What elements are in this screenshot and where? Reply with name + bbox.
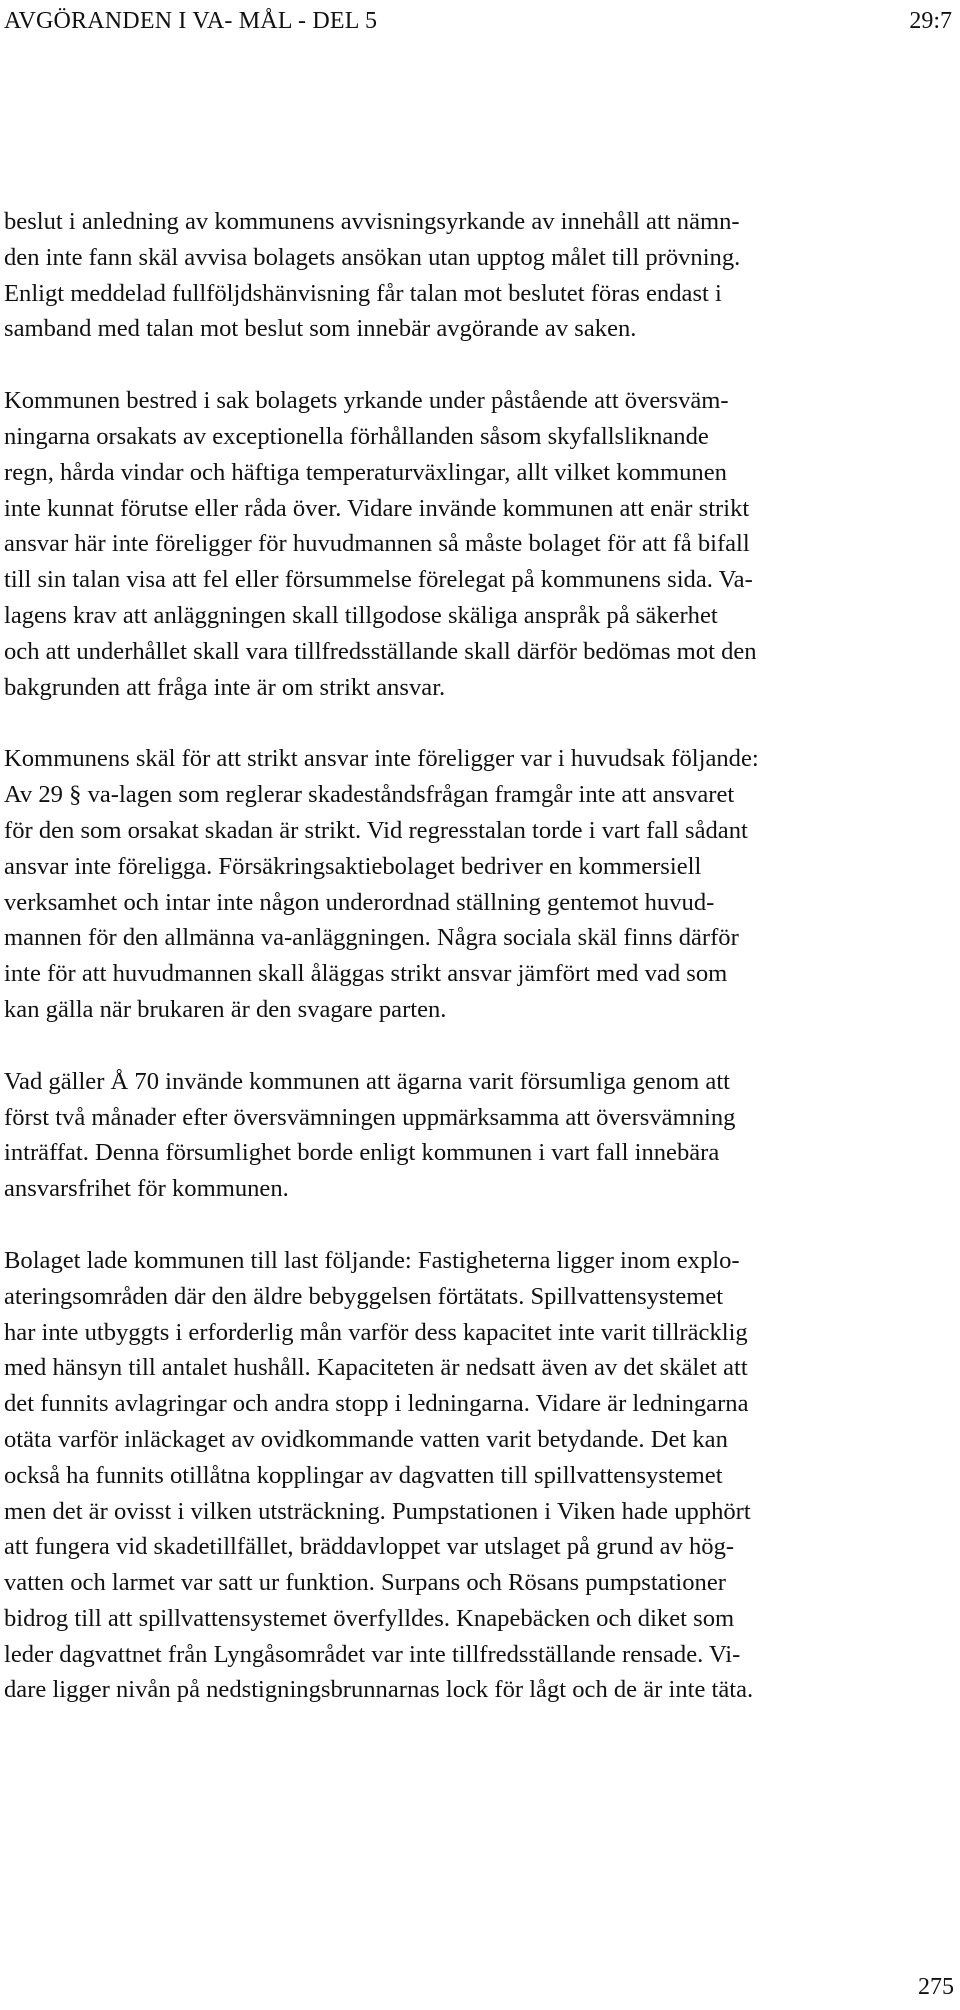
- text-line: verksamhet och intar inte någon underordnad ställning gentemot huvud-: [4, 888, 715, 916]
- text-line: inträffat. Denna försumlighet borde enligt kommunen i vart fall innebära: [4, 1139, 720, 1167]
- text-line: inte kunnat förutse eller råda över. Vidare invände kommunen att enär strikt: [4, 494, 750, 522]
- text-line: att fungera vid skadetillfället, bräddavloppet var utslaget på grund av hög-: [4, 1533, 735, 1561]
- text-line: och att underhållet skall vara tillfredsställande skall därför bedömas mot den: [4, 637, 757, 665]
- page-number: 275: [918, 1974, 954, 2000]
- text-line: Kommunen bestred i sak bolagets yrkande under påstående att översväm-: [4, 387, 729, 415]
- text-line: Kommunens skäl för att strikt ansvar inte föreligger var i huvudsak följande:: [4, 745, 759, 773]
- text-line: beslut i anledning av kommunens avvisningsyrkande av innehåll att nämn-: [4, 208, 740, 235]
- text-line: leder dagvattnet från Lyngåsområdet var inte tillfredsställande rensade. Vi-: [4, 1640, 741, 1668]
- text-line: regn, hårda vindar och häftiga temperaturväxlingar, allt vilket kommunen: [4, 458, 727, 486]
- text-line: ateringsområden där den äldre bebyggelsen förtätats. Spillvattensystemet: [4, 1282, 724, 1310]
- text-line: för den som orsakat skadan är strikt. Vid regresstalan torde i vart fall sådant: [4, 816, 748, 844]
- text-line: samband med talan mot beslut som innebär avgörande av saken.: [4, 315, 637, 343]
- text-line: ansvar inte föreligga. Försäkringsaktiebolaget bedriver en kommersiell: [4, 852, 702, 880]
- header-page-reference: 29:7: [909, 8, 952, 34]
- paragraph: [4, 383, 954, 705]
- text-line: inte för att huvudmannen skall åläggas strikt ansvar jämfört med vad som: [4, 960, 728, 988]
- paragraph: [4, 741, 954, 1027]
- text-line: otäta varför inläckaget av ovidkommande vatten varit betydande. Det kan: [4, 1425, 728, 1453]
- running-header: [4, 4, 952, 38]
- text-line: Bolaget lade kommunen till last följande: Fastigheterna ligger inom explo-: [4, 1246, 740, 1274]
- text-line: har inte utbyggts i erforderlig mån varför dess kapacitet inte varit tillräcklig: [4, 1318, 748, 1346]
- text-line: men det är ovisst i vilken utsträckning. Pumpstationen i Viken hade upphört: [4, 1497, 751, 1525]
- text-line: med hänsyn till antalet hushåll. Kapaciteten är nedsatt även av det skälet att: [4, 1354, 748, 1382]
- text-line: dare ligger nivån på nedstigningsbrunnarnas lock för lågt och de är inte täta.: [4, 1676, 754, 1704]
- header-title: AVGÖRANDEN I VA- MÅL - DEL 5: [4, 8, 378, 34]
- text-line: bidrog till att spillvattensystemet överfylldes. Knapebäcken och diket som: [4, 1604, 735, 1632]
- text-line: bakgrunden att fråga inte är om strikt ansvar.: [4, 673, 446, 701]
- text-line: kan gälla när brukaren är den svagare parten.: [4, 995, 447, 1023]
- text-line: mannen för den allmänna va-anläggningen. Några sociala skäl finns därför: [4, 924, 739, 952]
- text-line: lagens krav att anläggningen skall tillgodose skäliga anspråk på säkerhet: [4, 601, 718, 629]
- paragraph: [4, 1243, 954, 1708]
- text-line: först två månader efter översvämningen uppmärksamma att översvämning: [4, 1103, 736, 1131]
- text-line: vatten och larmet var satt ur funktion. Surpans och Rösans pumpstationer: [4, 1569, 726, 1597]
- text-line: Av 29 § va-lagen som reglerar skadeståndsfrågan framgår inte att ansvaret: [4, 781, 735, 809]
- document-body: [4, 204, 954, 1708]
- text-line: också ha funnits otillåtna kopplingar av dagvatten till spillvattensystemet: [4, 1461, 723, 1489]
- text-line: den inte fann skäl avvisa bolagets ansökan utan upptog målet till prövning.: [4, 243, 741, 271]
- text-line: Vad gäller Å 70 invände kommunen att ägarna varit försumliga genom att: [4, 1067, 730, 1095]
- paragraph: [4, 204, 954, 347]
- paragraph: [4, 1064, 954, 1207]
- text-line: Enligt meddelad fullföljdshänvisning får talan mot beslutet föras endast i: [4, 279, 722, 307]
- text-line: ansvarsfrihet för kommunen.: [4, 1175, 289, 1203]
- text-line: det funnits avlagringar och andra stopp i ledningarna. Vidare är ledningarna: [4, 1390, 749, 1418]
- text-line: ningarna orsakats av exceptionella förhållanden såsom skyfallsliknande: [4, 422, 709, 450]
- text-line: till sin talan visa att fel eller försummelse förelegat på kommunens sida. Va-: [4, 566, 753, 594]
- text-line: ansvar här inte föreligger för huvudmannen så måste bolaget för att få bifall: [4, 530, 750, 558]
